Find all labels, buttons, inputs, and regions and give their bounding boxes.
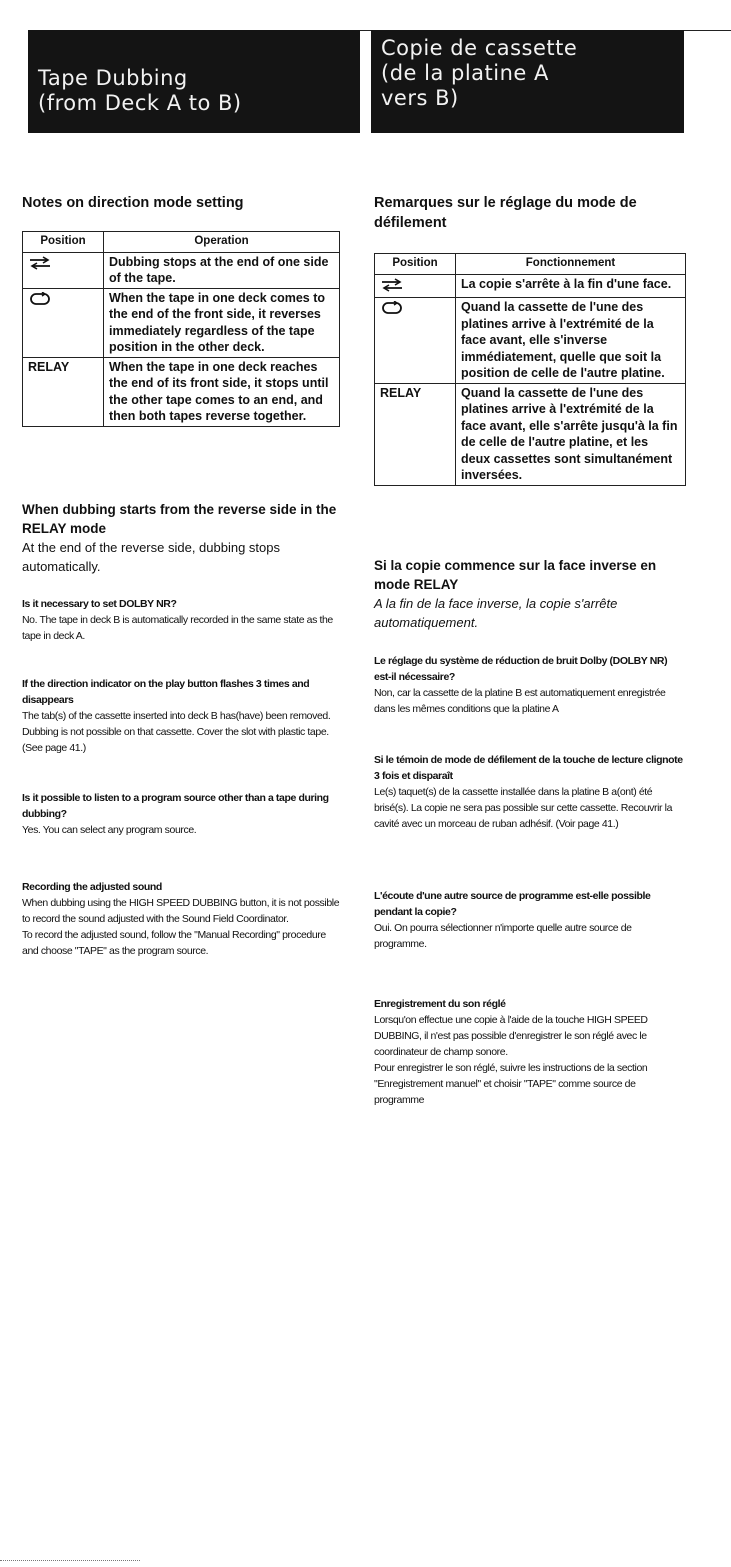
faq-question: Is it necessary to set DOLBY NR?: [22, 598, 177, 610]
faq-answer: Le(s) taquet(s) de la cassette installée dans la platine B a(ont) été brisé(s). La copie ne sera pas possible sur cette cassette. Recouvrir la cavité avec un morceau de ruban adhésif. (Voir page 41.): [374, 786, 673, 830]
faq-question: Si le témoin de mode de défilement de la touche de lecture clignote 3 fois et disparaît: [374, 754, 683, 782]
direction-mode-table: [374, 253, 686, 486]
notes-heading: Remarques sur le réglage du mode de défilement: [374, 195, 637, 231]
faq-answer: Pour enregistrer le son réglé, suivre les instructions de la section "Enregistrement manuel" et choisir "TAPE" comme source de programme: [374, 1062, 648, 1106]
faq-answer: To record the adjusted sound, follow the "Manual Recording" procedure and choose "TAPE" as the program source.: [22, 929, 326, 957]
direction-mode-table: [22, 231, 340, 427]
col-position-header: Position: [23, 232, 104, 253]
title-box-english: [28, 30, 360, 133]
title-line: Copie de cassette: [381, 36, 578, 60]
faq-question: L'écoute d'une autre source de programme est-elle possible pendant la copie?: [374, 890, 651, 918]
faq-question: If the direction indicator on the play button flashes 3 times and disappears: [22, 678, 310, 706]
title-box-french: [371, 30, 684, 133]
faq-answer: Lorsqu'on effectue une copie à l'aide de la touche HIGH SPEED DUBBING, il n'est pas possible d'enregistrer le son réglé avec le coordinateur de champ sonore.: [374, 1014, 648, 1058]
table-row: [375, 274, 686, 298]
table-row: [23, 357, 340, 426]
reverse-heading: Si la copie commence sur la face inverse en mode RELAY: [374, 558, 657, 592]
position-cell: RELAY: [23, 357, 104, 426]
reverse-body: A la fin de la face inverse, la copie s'arrête automatiquement.: [374, 596, 618, 630]
table-row: [23, 252, 340, 288]
one-way-arrows-icon: [28, 256, 52, 270]
table-row: [375, 298, 686, 384]
faq-answer: No. The tape in deck B is automatically recorded in the same state as the tape in deck A.: [22, 614, 333, 642]
one-way-arrows-icon: [380, 278, 404, 292]
table-row: [23, 288, 340, 357]
faq-question: Is it possible to listen to a program source other than a tape during dubbing?: [22, 792, 329, 820]
table-header-row: [375, 254, 686, 275]
faq-answer: Oui. On pourra sélectionner n'importe quelle autre source de programme.: [374, 922, 632, 950]
title-line: vers B): [381, 86, 459, 110]
table-header-row: [23, 232, 340, 253]
reverse-body: At the end of the reverse side, dubbing stops automatically.: [22, 540, 281, 574]
faq-answer: Yes. You can select any program source.: [22, 824, 197, 836]
operation-cell: When the tape in one deck comes to the end of the front side, it reverses immediately regardless of the tape position in the other deck.: [104, 288, 340, 357]
operation-cell: La copie s'arrête à la fin d'une face.: [456, 274, 686, 298]
position-cell: RELAY: [375, 383, 456, 485]
notes-heading: Notes on direction mode setting: [22, 195, 244, 211]
operation-cell: Quand la cassette de l'une des platines arrive à l'extrémité de la face avant, elle s'inverse immédiatement, quelle que soit la position de celle de l'autre platine.: [456, 298, 686, 384]
page-bottom-edge: [0, 1560, 140, 1563]
operation-cell: When the tape in one deck reaches the end of its front side, it stops until the other tape comes to an end, and then both tapes reverse together.: [104, 357, 340, 426]
operation-cell: Dubbing stops at the end of one side of the tape.: [104, 252, 340, 288]
col-position-header: Position: [375, 254, 456, 275]
col-operation-header: Fonctionnement: [456, 254, 686, 275]
faq-answer: The tab(s) of the cassette inserted into deck B has(have) been removed. Dubbing is not possible on that cassette. Cover the slot with plastic tape. (See page 41.): [22, 710, 331, 754]
title-line: (from Deck A to B): [38, 91, 242, 115]
faq-answer: When dubbing using the HIGH SPEED DUBBING button, it is not possible to record the sound adjusted with the Sound Field Coordinator.: [22, 897, 340, 925]
title-line: (de la platine A: [381, 61, 549, 85]
faq-question: Recording the adjusted sound: [22, 881, 162, 893]
loop-arrows-icon: [28, 292, 52, 306]
operation-cell: Quand la cassette de l'une des platines arrive à l'extrémité de la face avant, elle s'arrête jusqu'à la fin de celle de l'autre platine, et les deux cassettes sont simultanément inversées.: [456, 383, 686, 485]
loop-arrows-icon: [380, 301, 404, 315]
reverse-heading: When dubbing starts from the reverse side in the RELAY mode: [22, 502, 337, 536]
faq-question: Enregistrement du son réglé: [374, 998, 506, 1010]
title-line: Tape Dubbing: [38, 66, 188, 90]
faq-question: Le réglage du système de réduction de bruit Dolby (DOLBY NR) est-il nécessaire?: [374, 655, 668, 683]
faq-answer: Non, car la cassette de la platine B est automatiquement enregistrée dans les mêmes conditions que la platine A: [374, 687, 666, 715]
col-operation-header: Operation: [104, 232, 340, 253]
table-row: [375, 383, 686, 485]
